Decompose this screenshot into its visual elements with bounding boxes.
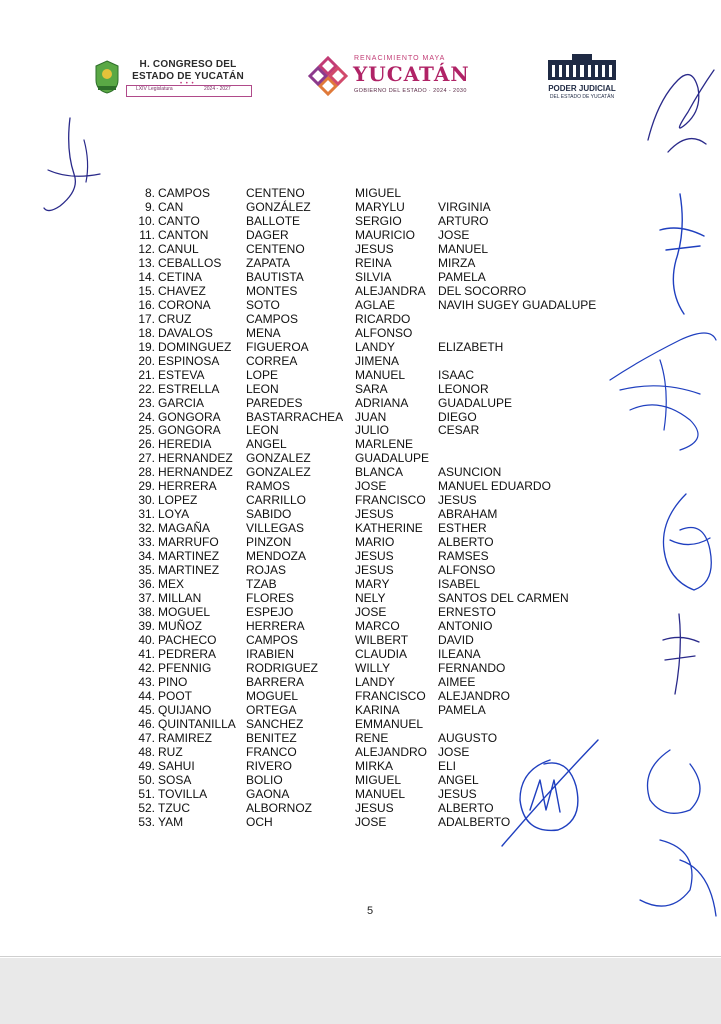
- roster-number: 31.: [138, 507, 155, 522]
- second-surname: CORREA: [246, 353, 298, 368]
- first-surname: CORONA: [158, 297, 211, 312]
- roster-number: 13.: [138, 255, 155, 270]
- second-given-name: SANTOS DEL CARMEN: [438, 591, 569, 606]
- given-name: JIMENA: [355, 353, 400, 368]
- roster-row: [135, 689, 615, 703]
- given-name: JESUS: [355, 507, 394, 522]
- second-given-name: ISABEL: [438, 577, 481, 592]
- roster-row: [135, 340, 615, 354]
- second-surname: ZAPATA: [246, 255, 291, 270]
- first-surname: CANTON: [158, 227, 209, 242]
- roster-number: 33.: [138, 535, 155, 550]
- first-surname: MILLAN: [158, 591, 202, 606]
- first-surname: MAGAÑA: [158, 521, 211, 536]
- roster-row: [135, 298, 615, 312]
- roster-row: [135, 396, 615, 410]
- roster-row: [135, 759, 615, 773]
- second-given-name: ALBERTO: [438, 800, 494, 815]
- first-surname: DAVALOS: [158, 325, 213, 340]
- roster-row: [135, 270, 615, 284]
- roster-number: 53.: [138, 814, 155, 829]
- given-name: GUADALUPE: [355, 451, 430, 466]
- roster-row: [135, 549, 615, 563]
- roster-number: 35.: [138, 563, 155, 578]
- first-surname: MARTINEZ: [158, 549, 220, 564]
- roster-number: 23.: [138, 395, 155, 410]
- roster-number: 48.: [138, 744, 155, 759]
- roster-number: 17.: [138, 311, 155, 326]
- given-name: JOSE: [355, 605, 387, 620]
- roster-number: 26.: [138, 437, 155, 452]
- first-surname: CANUL: [158, 241, 199, 256]
- yucatan-logo: [300, 52, 470, 100]
- second-given-name: ASUNCION: [438, 465, 502, 480]
- second-given-name: FERNANDO: [438, 660, 506, 675]
- given-name: JESUS: [355, 800, 394, 815]
- second-given-name: ABRAHAM: [438, 507, 498, 522]
- second-surname: SOTO: [246, 297, 280, 312]
- roster-row: [135, 633, 615, 647]
- poder-judicial-title: PODER JUDICIAL: [548, 84, 616, 93]
- signature-right-bottom: [630, 740, 721, 920]
- second-given-name: LEONOR: [438, 381, 489, 396]
- congreso-period: 2024 - 2027: [204, 86, 231, 92]
- roster-number: 50.: [138, 772, 155, 787]
- yucatan-emblem-icon: [306, 54, 350, 98]
- roster-number: 19.: [138, 339, 155, 354]
- first-surname: ESPINOSA: [158, 353, 220, 368]
- second-given-name: JESUS: [438, 493, 477, 508]
- first-surname: ESTEVA: [158, 367, 205, 382]
- roster-row: [135, 535, 615, 549]
- second-surname: BALLOTE: [246, 213, 301, 228]
- poder-judicial-subtitle: DEL ESTADO DE YUCATÁN: [549, 94, 615, 100]
- second-surname: PAREDES: [246, 395, 303, 410]
- second-given-name: ESTHER: [438, 521, 487, 536]
- given-name: MIRKA: [355, 758, 394, 773]
- second-given-name: NAVIH SUGEY GUADALUPE: [438, 297, 597, 312]
- roster-row: [135, 479, 615, 493]
- roster-number: 44.: [138, 688, 155, 703]
- first-surname: LOPEZ: [158, 493, 198, 508]
- second-given-name: AIMEE: [438, 674, 476, 689]
- roster-number: 21.: [138, 367, 155, 382]
- second-surname: VILLEGAS: [246, 521, 305, 536]
- first-surname: POOT: [158, 688, 193, 703]
- first-surname: HEREDIA: [158, 437, 212, 452]
- second-surname: GONZÁLEZ: [246, 199, 311, 214]
- first-surname: HERNANDEZ: [158, 451, 233, 466]
- first-surname: HERNANDEZ: [158, 465, 233, 480]
- second-surname: GAONA: [246, 786, 290, 801]
- given-name: MIGUEL: [355, 186, 402, 200]
- second-given-name: AUGUSTO: [438, 730, 498, 745]
- first-surname: GARCIA: [158, 395, 205, 410]
- roster-row: [135, 312, 615, 326]
- first-surname: CHAVEZ: [158, 283, 206, 298]
- congreso-seal-icon: [94, 60, 120, 94]
- roster-number: 46.: [138, 716, 155, 731]
- given-name: ALEJANDRO: [355, 744, 428, 759]
- roster-row: [135, 423, 615, 437]
- given-name: MARCO: [355, 619, 400, 634]
- second-surname: TZAB: [246, 577, 277, 592]
- roster-number: 16.: [138, 297, 155, 312]
- second-given-name: MANUEL EDUARDO: [438, 479, 551, 494]
- second-given-name: ANTONIO: [438, 619, 493, 634]
- first-surname: MEX: [158, 577, 185, 592]
- second-given-name: MIRZA: [438, 255, 476, 270]
- second-given-name: ELIZABETH: [438, 339, 504, 354]
- second-surname: ORTEGA: [246, 702, 297, 717]
- roster-row: [135, 410, 615, 424]
- roster-row: [135, 437, 615, 451]
- signature-right-5: [655, 610, 705, 700]
- roster-number: 30.: [138, 493, 155, 508]
- second-surname: ESPEJO: [246, 605, 294, 620]
- first-surname: CAN: [158, 199, 184, 214]
- second-surname: GONZALEZ: [246, 465, 311, 480]
- first-surname: CAMPOS: [158, 186, 211, 200]
- roster-row: [135, 354, 615, 368]
- roster-number: 34.: [138, 549, 155, 564]
- roster-row: [135, 382, 615, 396]
- roster-number: 52.: [138, 800, 155, 815]
- signature-right-top: [628, 40, 721, 160]
- first-surname: HERRERA: [158, 479, 217, 494]
- roster-row: [135, 214, 615, 228]
- second-given-name: CESAR: [438, 423, 480, 438]
- roster-number: 49.: [138, 758, 155, 773]
- roster-row: [135, 591, 615, 605]
- congreso-name-line2: ESTADO DE YUCATÁN: [132, 71, 244, 82]
- second-given-name: JESUS: [438, 786, 477, 801]
- roster-number: 10.: [138, 213, 155, 228]
- second-surname: CENTENO: [246, 186, 305, 200]
- second-surname: CARRILLO: [246, 493, 307, 508]
- given-name: SILVIA: [355, 269, 392, 284]
- roster-row: [135, 465, 615, 479]
- roster-number: 41.: [138, 646, 155, 661]
- second-surname: OCH: [246, 814, 273, 829]
- given-name: NELY: [355, 591, 386, 606]
- roster-row: [135, 256, 615, 270]
- second-given-name: ALFONSO: [438, 563, 496, 578]
- given-name: JOSE: [355, 814, 387, 829]
- given-name: CLAUDIA: [355, 646, 408, 661]
- courthouse-icon: [542, 54, 622, 82]
- second-surname: FRANCO: [246, 744, 297, 759]
- first-surname: LOYA: [158, 507, 190, 522]
- roster-number: 9.: [144, 199, 155, 214]
- roster-row: [135, 507, 615, 521]
- given-name: MARYLU: [355, 199, 405, 214]
- roster-row: [135, 200, 615, 214]
- roster-row: [135, 284, 615, 298]
- page-number: 5: [366, 905, 374, 917]
- first-surname: QUINTANILLA: [158, 716, 236, 731]
- roster-row: [135, 186, 615, 200]
- first-surname: SOSA: [158, 772, 192, 787]
- second-given-name: ELI: [438, 758, 457, 773]
- given-name: JUAN: [355, 409, 387, 424]
- second-surname: MENDOZA: [246, 549, 306, 564]
- roster-number: 37.: [138, 591, 155, 606]
- second-surname: BOLIO: [246, 772, 283, 787]
- signature-left: [40, 110, 120, 220]
- given-name: BLANCA: [355, 465, 404, 480]
- second-given-name: DEL SOCORRO: [438, 283, 527, 298]
- given-name: MARLENE: [355, 437, 414, 452]
- roster-number: 42.: [138, 660, 155, 675]
- roster-number: 43.: [138, 674, 155, 689]
- roster-number: 36.: [138, 577, 155, 592]
- first-surname: CETINA: [158, 269, 203, 284]
- roster-row: [135, 563, 615, 577]
- roster-row: [135, 675, 615, 689]
- given-name: LANDY: [355, 674, 396, 689]
- given-name: RICARDO: [355, 311, 411, 326]
- roster-number: 11.: [139, 227, 155, 242]
- roster-row: [135, 787, 615, 801]
- second-surname: BARRERA: [246, 674, 305, 689]
- second-surname: HERRERA: [246, 619, 305, 634]
- second-given-name: MANUEL: [438, 241, 489, 256]
- first-surname: SAHUI: [158, 758, 195, 773]
- scan-bottom-margin: [0, 958, 721, 1024]
- second-given-name: ALBERTO: [438, 535, 494, 550]
- roster-number: 8.: [144, 186, 155, 200]
- given-name: MARY: [355, 577, 390, 592]
- roster-row: [135, 326, 615, 340]
- roster-row: [135, 773, 615, 787]
- roster-row: [135, 451, 615, 465]
- given-name: ALEJANDRA: [355, 283, 426, 298]
- second-surname: CAMPOS: [246, 311, 299, 326]
- roster-row: [135, 242, 615, 256]
- first-surname: TOVILLA: [158, 786, 208, 801]
- second-surname: GONZALEZ: [246, 451, 311, 466]
- roster-row: [135, 661, 615, 675]
- second-surname: MOGUEL: [246, 688, 299, 703]
- roster-row: [135, 815, 615, 829]
- roster-row: [135, 745, 615, 759]
- first-surname: MARTINEZ: [158, 563, 220, 578]
- second-surname: BASTARRACHEA: [246, 409, 344, 424]
- second-surname: LOPE: [246, 367, 279, 382]
- first-surname: CEBALLOS: [158, 255, 222, 270]
- second-given-name: DAVID: [438, 633, 474, 647]
- second-surname: CAMPOS: [246, 633, 299, 647]
- congreso-legislature: LXIV Legislatura: [136, 86, 173, 92]
- given-name: ALFONSO: [355, 325, 413, 340]
- signature-right-3: [600, 320, 721, 460]
- second-surname: LEON: [246, 381, 279, 396]
- first-surname: CRUZ: [158, 311, 192, 326]
- second-given-name: JOSE: [438, 227, 470, 242]
- given-name: MAURICIO: [355, 227, 415, 242]
- second-given-name: JOSE: [438, 744, 470, 759]
- yucatan-name: YUCATÁN: [353, 62, 470, 86]
- second-given-name: ALEJANDRO: [438, 688, 511, 703]
- congreso-name-line1: H. CONGRESO DEL: [139, 59, 237, 70]
- given-name: REINA: [355, 255, 392, 270]
- roster-number: 14.: [138, 269, 155, 284]
- second-given-name: GUADALUPE: [438, 395, 513, 410]
- roster-row: [135, 493, 615, 507]
- first-surname: QUIJANO: [158, 702, 212, 717]
- given-name: JESUS: [355, 241, 394, 256]
- roster-number: 40.: [138, 633, 155, 647]
- second-surname: RIVERO: [246, 758, 293, 773]
- second-surname: FLORES: [246, 591, 295, 606]
- second-surname: IRABIEN: [246, 646, 295, 661]
- roster-row: [135, 521, 615, 535]
- first-surname: GONGORA: [158, 423, 221, 438]
- roster-row: [135, 801, 615, 815]
- first-surname: PINO: [158, 674, 188, 689]
- roster-number: 25.: [138, 423, 155, 438]
- roster-number: 51.: [138, 786, 155, 801]
- first-surname: MARRUFO: [158, 535, 219, 550]
- second-given-name: VIRGINIA: [438, 199, 491, 214]
- second-given-name: RAMSES: [438, 549, 489, 564]
- given-name: WILLY: [355, 660, 391, 675]
- second-given-name: ANGEL: [438, 772, 479, 787]
- given-name: JESUS: [355, 563, 394, 578]
- second-surname: SANCHEZ: [246, 716, 304, 731]
- second-surname: PINZON: [246, 535, 292, 550]
- given-name: KATHERINE: [355, 521, 423, 536]
- first-surname: TZUC: [158, 800, 190, 815]
- roster-number: 32.: [138, 521, 155, 536]
- congreso-dots: • • •: [180, 81, 195, 87]
- given-name: WILBERT: [355, 633, 409, 647]
- given-name: FRANCISCO: [355, 493, 426, 508]
- first-surname: PACHECO: [158, 633, 217, 647]
- roster-row: [135, 368, 615, 382]
- first-surname: GONGORA: [158, 409, 221, 424]
- given-name: LANDY: [355, 339, 396, 354]
- given-name: MARIO: [355, 535, 395, 550]
- second-surname: RODRIGUEZ: [246, 660, 318, 675]
- roster-number: 27.: [138, 451, 155, 466]
- second-surname: MENA: [246, 325, 281, 340]
- roster-number: 28.: [138, 465, 155, 480]
- roster-row: [135, 605, 615, 619]
- given-name: SARA: [355, 381, 388, 396]
- roster-number: 45.: [138, 702, 155, 717]
- given-name: ADRIANA: [355, 395, 409, 410]
- roster-row: [135, 731, 615, 745]
- second-surname: SABIDO: [246, 507, 292, 522]
- second-surname: CENTENO: [246, 241, 305, 256]
- second-surname: MONTES: [246, 283, 298, 298]
- first-surname: DOMINGUEZ: [158, 339, 232, 354]
- second-given-name: ADALBERTO: [438, 814, 511, 829]
- given-name: JULIO: [355, 423, 390, 438]
- second-surname: BAUTISTA: [246, 269, 304, 284]
- roster-list: [135, 186, 615, 829]
- roster-number: 38.: [138, 605, 155, 620]
- second-surname: LEON: [246, 423, 279, 438]
- given-name: EMMANUEL: [355, 716, 424, 731]
- first-surname: YAM: [158, 814, 184, 829]
- second-given-name: PAMELA: [438, 702, 486, 717]
- second-surname: BENITEZ: [246, 730, 297, 745]
- second-given-name: ISAAC: [438, 367, 475, 382]
- given-name: SERGIO: [355, 213, 402, 228]
- roster-number: 22.: [138, 381, 155, 396]
- roster-row: [135, 717, 615, 731]
- roster-number: 12.: [138, 241, 155, 256]
- first-surname: RUZ: [158, 744, 183, 759]
- second-surname: ANGEL: [246, 437, 287, 452]
- roster-row: [135, 228, 615, 242]
- first-surname: ESTRELLA: [158, 381, 220, 396]
- second-given-name: DIEGO: [438, 409, 477, 424]
- given-name: AGLAE: [355, 297, 396, 312]
- roster-number: 15.: [138, 283, 155, 298]
- congreso-logo: [94, 54, 254, 100]
- first-surname: PEDRERA: [158, 646, 217, 661]
- roster-number: 24.: [138, 409, 155, 424]
- roster-row: [135, 647, 615, 661]
- given-name: MANUEL: [355, 367, 406, 382]
- roster-number: 20.: [138, 353, 155, 368]
- roster-row: [135, 577, 615, 591]
- given-name: JESUS: [355, 549, 394, 564]
- first-surname: MOGUEL: [158, 605, 211, 620]
- second-surname: ROJAS: [246, 563, 287, 578]
- given-name: MIGUEL: [355, 772, 402, 787]
- roster-row: [135, 619, 615, 633]
- yucatan-tagline: RENACIMIENTO MAYA: [354, 55, 446, 62]
- roster-row: [135, 703, 615, 717]
- first-surname: CANTO: [158, 213, 200, 228]
- given-name: MANUEL: [355, 786, 406, 801]
- second-surname: DAGER: [246, 227, 289, 242]
- second-given-name: PAMELA: [438, 269, 486, 284]
- second-surname: RAMOS: [246, 479, 291, 494]
- signature-right-2: [650, 190, 710, 320]
- signature-right-4: [650, 490, 721, 600]
- page-edge-line: [0, 956, 721, 957]
- roster-number: 47.: [138, 730, 155, 745]
- second-surname: FIGUEROA: [246, 339, 309, 354]
- given-name: KARINA: [355, 702, 400, 717]
- given-name: JOSE: [355, 479, 387, 494]
- second-given-name: ERNESTO: [438, 605, 496, 620]
- second-surname: ALBORNOZ: [246, 800, 313, 815]
- first-surname: RAMIREZ: [158, 730, 212, 745]
- poder-judicial-logo: [538, 54, 626, 102]
- first-surname: PFENNIG: [158, 660, 212, 675]
- first-surname: MUÑOZ: [158, 619, 202, 634]
- given-name: RENE: [355, 730, 389, 745]
- roster-number: 39.: [138, 619, 155, 634]
- roster-number: 18.: [138, 325, 155, 340]
- second-given-name: ARTURO: [438, 213, 489, 228]
- roster-number: 29.: [138, 479, 155, 494]
- given-name: FRANCISCO: [355, 688, 426, 703]
- yucatan-subtitle: GOBIERNO DEL ESTADO · 2024 - 2030: [354, 88, 467, 94]
- second-given-name: ILEANA: [438, 646, 481, 661]
